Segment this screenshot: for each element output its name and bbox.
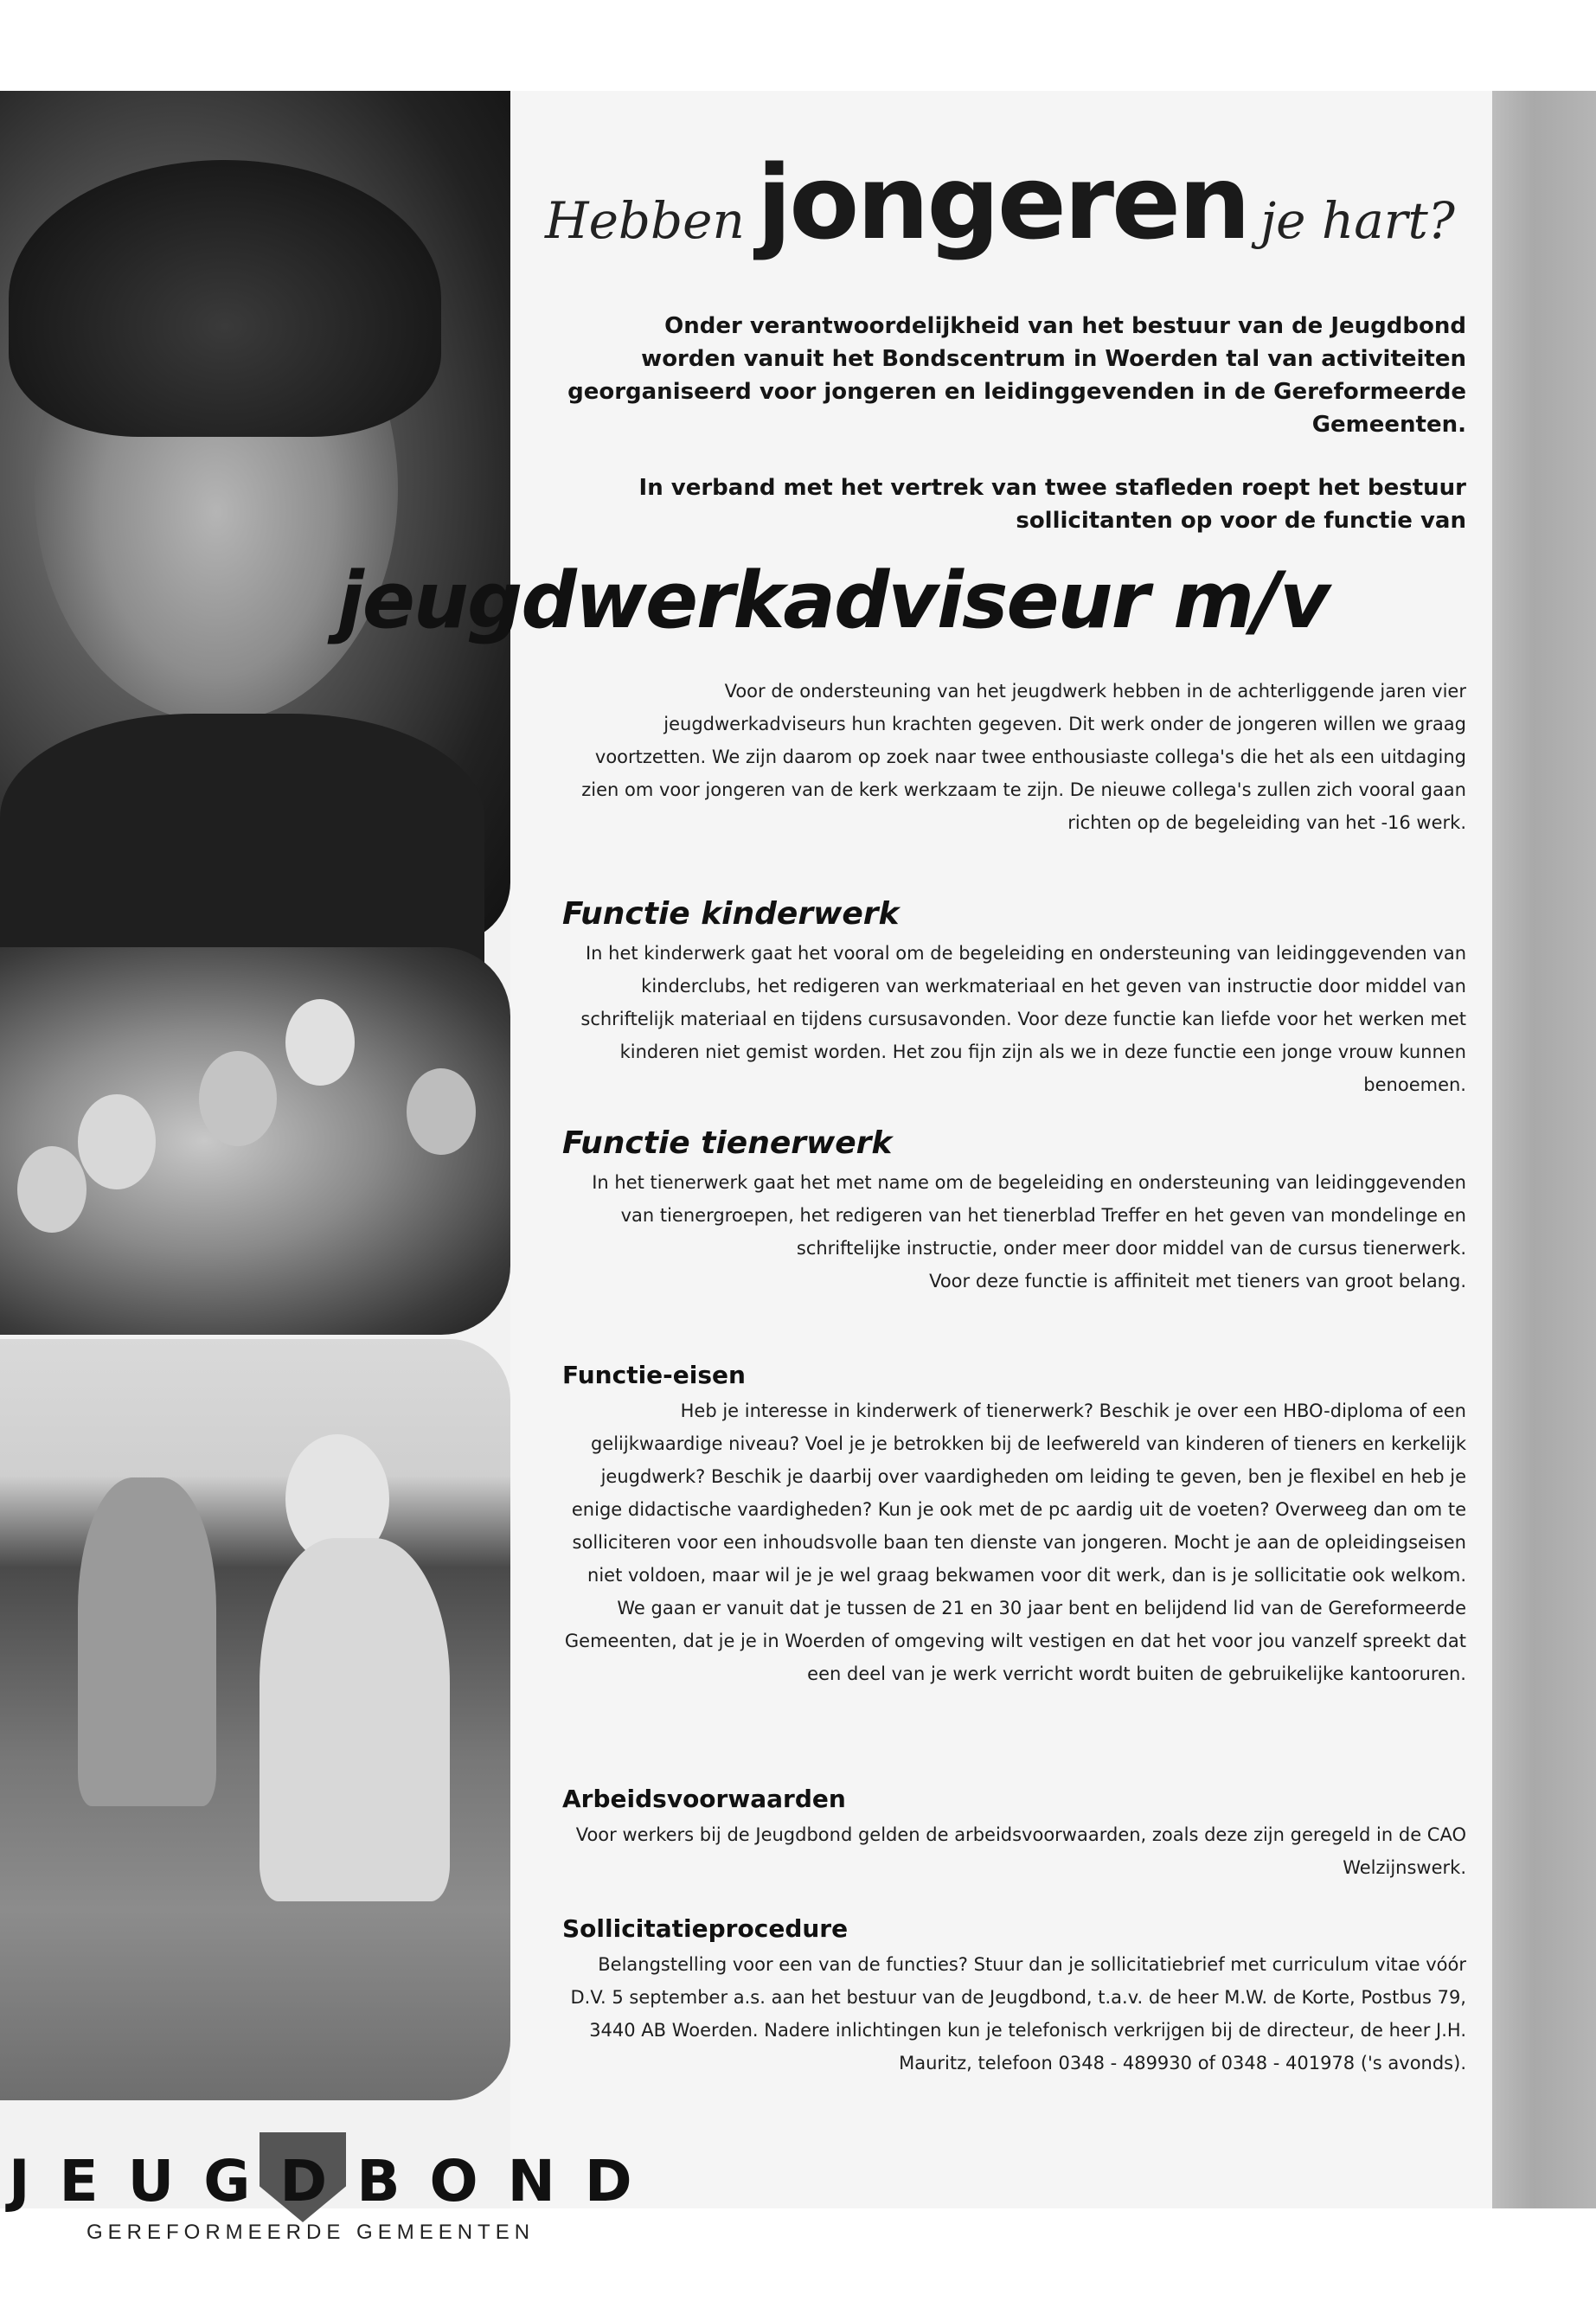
section-kinderwerk — [562, 895, 1466, 1101]
intro-paragraph-1: Onder verantwoordelijkheid van het bestuur van de Jeugdbond worden vanuit het Bondscentrum in Woerden tal van activiteiten georganiseerd voor jongeren en leidinggevenden in de Gereformeerde Gemeenten. — [567, 313, 1466, 438]
intro-body — [562, 675, 1466, 839]
section-kinderwerk-title: Functie kinderwerk — [562, 896, 900, 932]
section-soll-title: Sollicitatieprocedure — [562, 1914, 849, 1943]
job-title: jeugdwerkadviseur m/v — [337, 555, 1329, 646]
section-eisen-title: Functie-eisen — [562, 1361, 746, 1389]
section-kinderwerk-text: In het kinderwerk gaat het vooral om de begeleiding en ondersteuning van leidinggevenden van kinderclubs, het redigeren van werkmateriaal en het geven van instructie door middel van schriftelijk materiaal en tijdens cursusavonden. Voor deze functie kan liefde voor het werken met kinderen niet gemist worden. Het zou fijn zijn als we in deze functie een jonge vrouw kunnen benoemen. — [580, 943, 1466, 1095]
jeugdbond-logo — [0, 2132, 692, 2249]
photo-group-children — [0, 947, 510, 1335]
section-sollicitatieprocedure — [562, 1912, 1466, 2080]
section-arbeid-title: Arbeidsvoorwaarden — [562, 1785, 846, 1813]
headline-pre: Hebben — [545, 191, 745, 250]
section-soll-text: Belangstelling voor een van de functies? Stuur dan je sollicitatiebrief met curriculum vitae vóór D.V. 5 september a.s. aan het bestuur van de Jeugdbond, t.a.v. de heer M.W. de Korte, Postbus 79, 3440 AB Woerden. Nadere inlichtingen kun je telefonisch verkrijgen bij de directeur, de heer J.H. Mauritz, telefoon 0348 - 489930 of 0348 - 401978 ('s avonds). — [570, 1954, 1466, 2073]
section-arbeid-text: Voor werkers bij de Jeugdbond gelden de arbeidsvoorwaarden, zoals deze zijn geregeld in de CAO Welzijnswerk. — [575, 1824, 1466, 1878]
right-margin-band — [1492, 91, 1596, 2208]
section-functie-eisen — [562, 1358, 1466, 1690]
headline-main: jongeren — [756, 143, 1249, 262]
section-eisen-text: Heb je interesse in kinderwerk of tienerwerk? Beschik je over een HBO-diploma of een gelijkwaardige niveau? Voel je je betrokken bij de leefwereld van kinderen of tieners en kerkelijk jeugdwerk? Beschik je daarbij over vaardigheden om leiding te geven, ben je flexibel en heb je enige didactische vaardigheden? Kun je ook met de pc aardig uit de voeten? Overweeg dan om te solliciteren voor een inhoudsvolle baan ten dienste van jongeren. Mocht je aan de opleidingseisen niet voldoen, maar wil je je wel graag bekwamen voor dit werk, dan is je sollicitatie ook welkom. We gaan er vanuit dat je tussen de 21 en 30 jaar bent en belijdend lid van de Gereformeerde Gemeenten, dat je je in Woerden of omgeving wilt vestigen en dat het voor jou vanzelf spreekt dat een deel van je werk verricht wordt buiten de gebruikelijke kantooruren. — [564, 1400, 1466, 1684]
logo-wordmark: JEUGDBOND — [9, 2148, 662, 2214]
intro-paragraph-2: In verband met het vertrek van twee stafleden roept het bestuur sollicitanten op voor de functie van — [638, 475, 1466, 534]
photo-walking-group — [0, 1339, 510, 2100]
logo-subtitle: GEREFORMEERDE GEMEENTEN — [87, 2221, 535, 2244]
section-tienerwerk-text: In het tienerwerk gaat het met name om de begeleiding en ondersteuning van leidinggevenden van tienergroepen, het redigeren van het tienerblad Treffer en het geven van mondelinge en schriftelijke instructie, onder meer door middel van de cursus tienerwerk. — [592, 1172, 1466, 1259]
section-tienerwerk — [562, 1125, 1466, 1298]
section-tienerwerk-title: Functie tienerwerk — [562, 1125, 893, 1161]
section-arbeidsvoorwaarden — [562, 1782, 1466, 1884]
intro-body-text: Voor de ondersteuning van het jeugdwerk hebben in de achterliggende jaren vier jeugdwerkadviseurs hun krachten gegeven. Dit werk onder de jongeren willen we graag voortzetten. We zijn daarom op zoek naar twee enthousiaste collega's die het als een uitdaging zien om voor jongeren van de kerk werkzaam te zijn. De nieuwe collega's zullen zich vooral gaan richten op de begeleiding van het -16 werk. — [581, 681, 1466, 833]
headline-post: je hart? — [1260, 191, 1455, 250]
section-tienerwerk-text-2: Voor deze functie is affiniteit met tieners van groot belang. — [929, 1271, 1466, 1292]
headline — [545, 143, 1540, 272]
photo-girl-portrait — [0, 91, 510, 943]
